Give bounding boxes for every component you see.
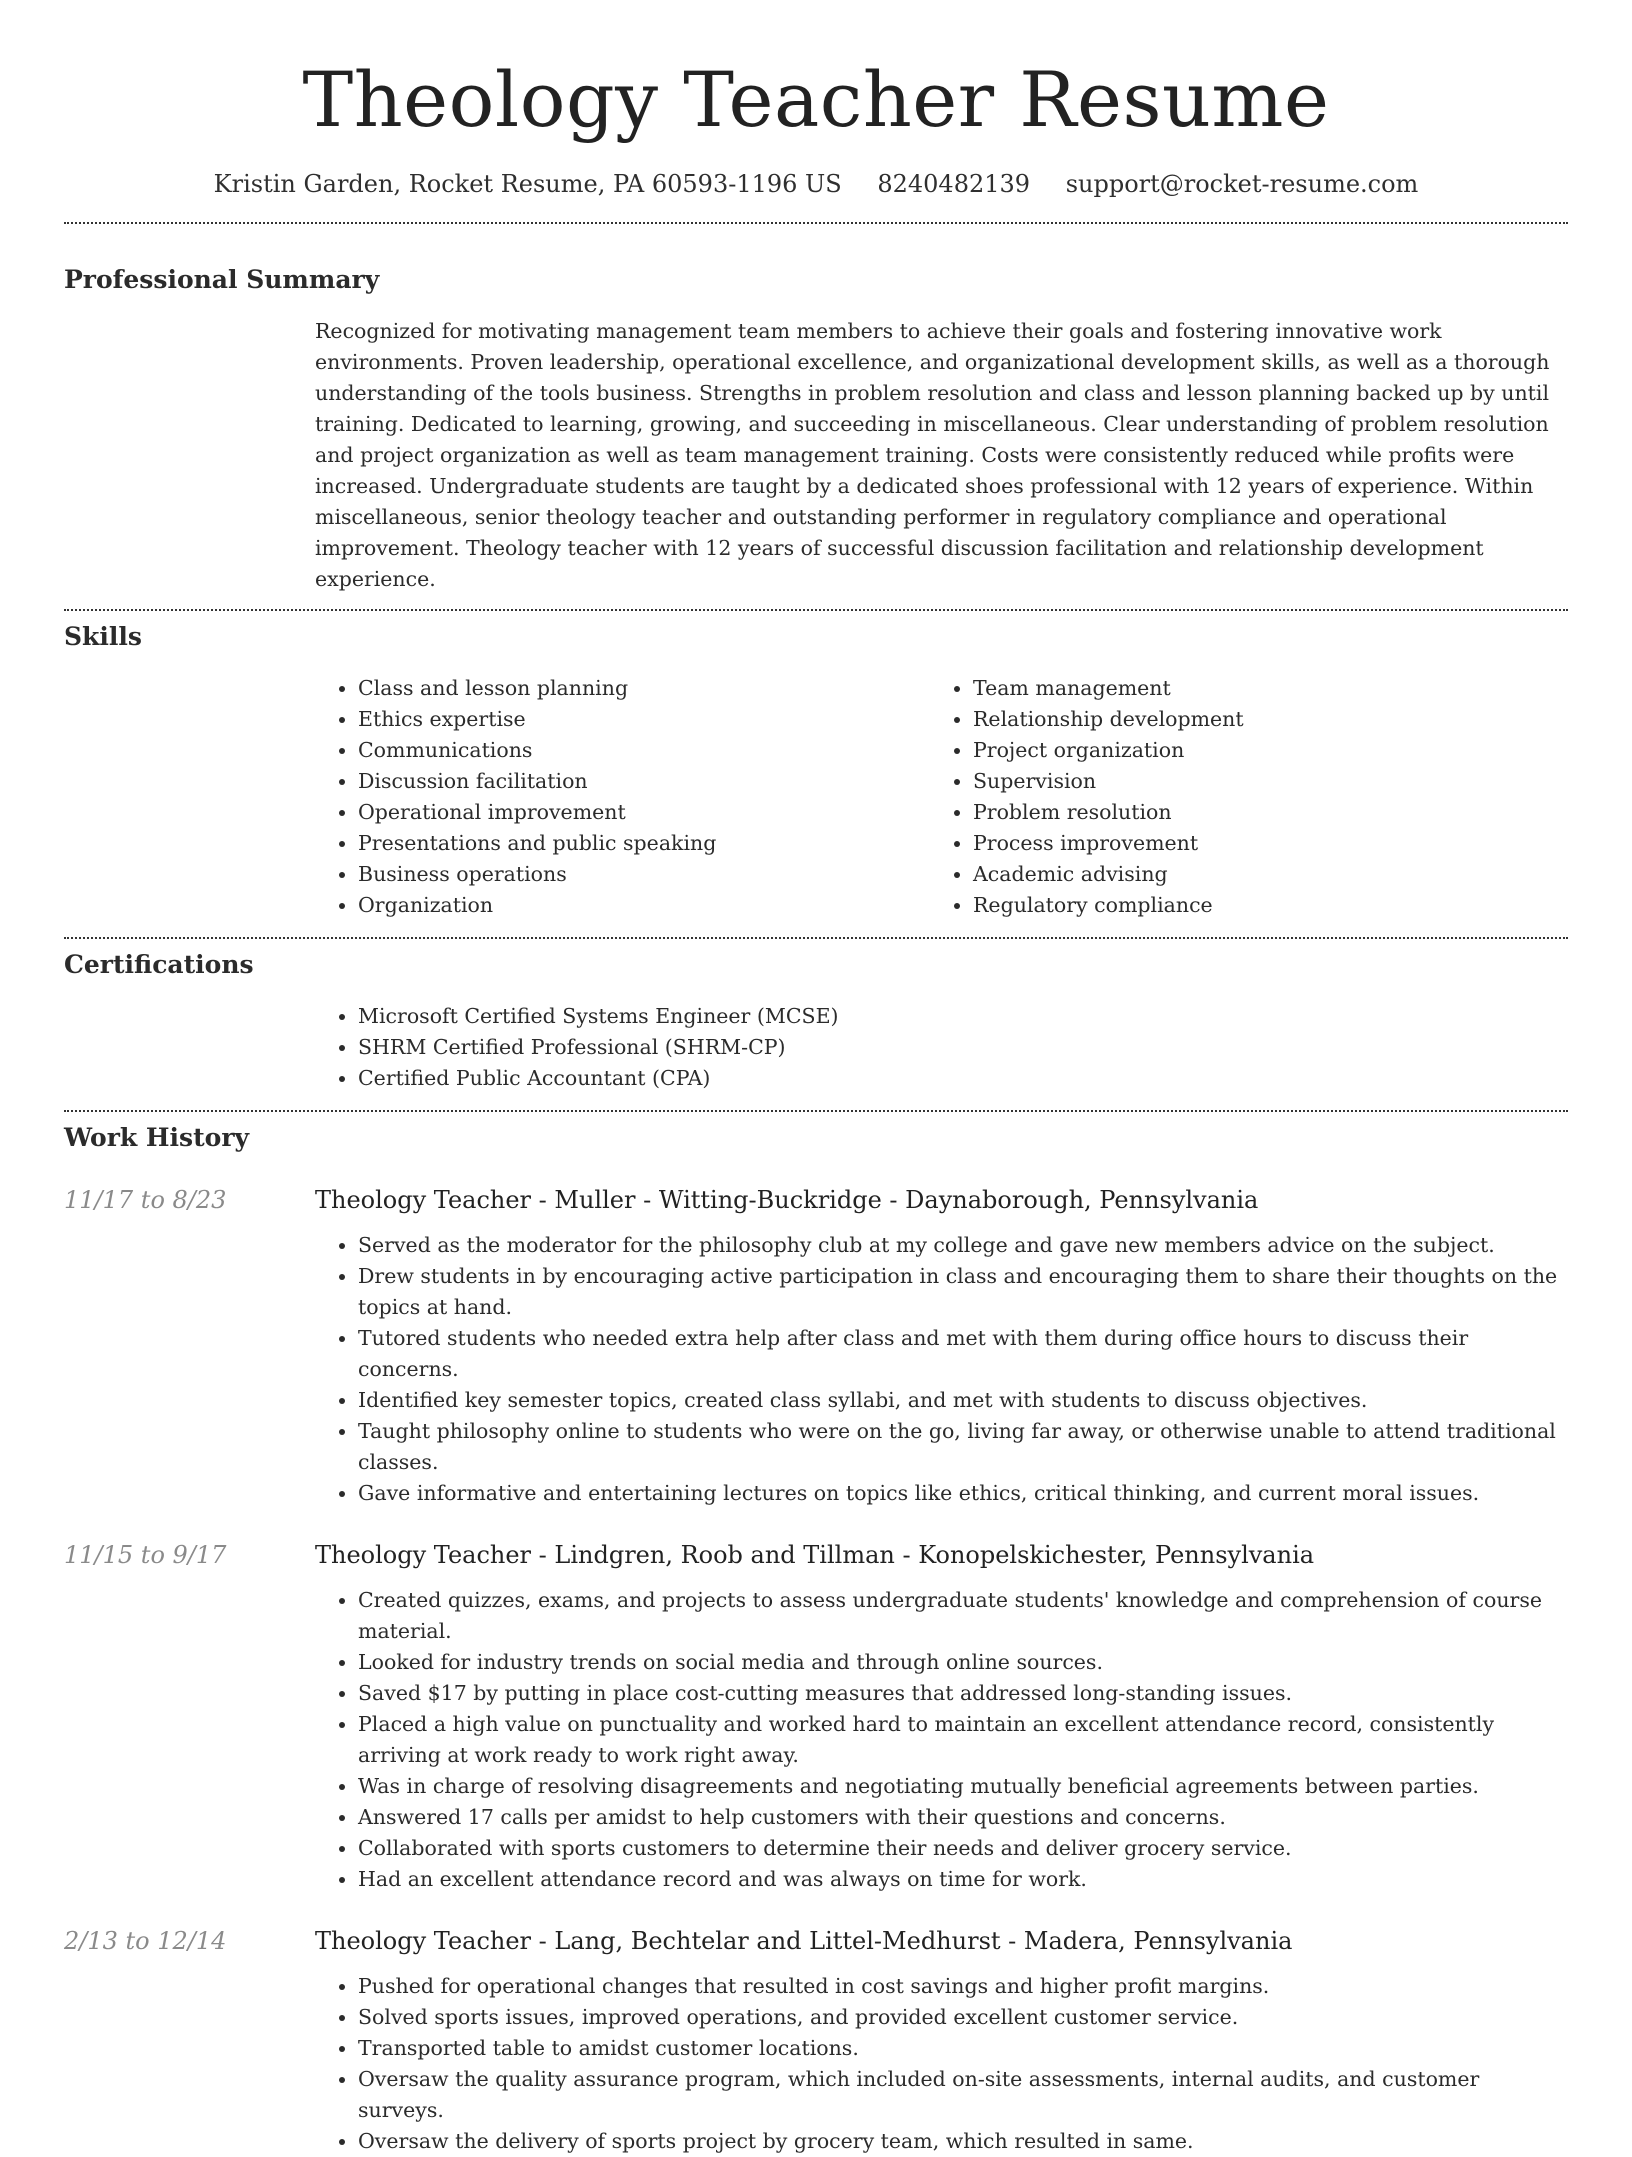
list-item: • Supervision [973, 766, 1545, 797]
skills-section [64, 621, 1568, 921]
list-item: • Placed a high value on punctuality and worked hard to maintain an excellent attendance record, consistently arriving at work ready to work right away. [358, 1709, 1568, 1771]
list-item: • Transported table to amidst customer locations. [358, 2033, 1568, 2064]
list-item: • Drew students in by encouraging active participation in class and encouraging them to share their thoughts on the topics at hand. [358, 1261, 1568, 1323]
job-title: Theology Teacher - Lang, Bechtelar and Littel-Medhurst - Madera, Pennsylvania [315, 1927, 1293, 1955]
certifications-list [315, 1001, 1568, 1094]
job-entry [64, 1539, 1568, 1895]
list-item: • Communications [358, 735, 930, 766]
list-item: • Relationship development [973, 704, 1545, 735]
job-bullets [315, 1230, 1568, 1509]
job-bullets [315, 1971, 1568, 2157]
certifications-heading: Certifications [64, 950, 254, 979]
job-dates: 2/13 to 12/14 [64, 1927, 227, 1955]
list-item: • Project organization [973, 735, 1545, 766]
resume-title: Theology Teacher Resume [302, 55, 1330, 144]
list-item: • Tutored students who needed extra help after class and met with them during office hours to discuss their concerns. [358, 1323, 1568, 1385]
list-item: • Saved $17 by putting in place cost-cutting measures that addressed long-standing issues. [358, 1678, 1568, 1709]
list-item: • Collaborated with sports customers to determine their needs and deliver grocery service. [358, 1833, 1568, 1864]
contact-address: Kristin Garden, Rocket Resume, PA 60593-1196 US [213, 170, 842, 198]
list-item: • Looked for industry trends on social media and through online sources. [358, 1647, 1568, 1678]
skills-grid [315, 673, 1568, 921]
contact-line [64, 170, 1568, 198]
divider [64, 222, 1568, 224]
job-details [315, 1539, 1568, 1895]
list-item: • Problem resolution [973, 797, 1545, 828]
job-title: Theology Teacher - Lindgren, Roob and Tillman - Konopelskichester, Pennsylvania [315, 1541, 1315, 1569]
list-item: • Certified Public Accountant (CPA) [358, 1063, 1568, 1094]
job-title: Theology Teacher - Muller - Witting-Buckridge - Daynaborough, Pennsylvania [315, 1186, 1259, 1214]
list-item: • Pushed for operational changes that resulted in cost savings and higher profit margins. [358, 1971, 1568, 2002]
job-dates: 11/15 to 9/17 [64, 1541, 227, 1569]
list-item: • Was in charge of resolving disagreements and negotiating mutually beneficial agreements between parties. [358, 1771, 1568, 1802]
divider [64, 937, 1568, 939]
list-item: • Oversaw the quality assurance program, which included on-site assessments, internal audits, and customer surveys. [358, 2064, 1568, 2126]
list-item: • Taught philosophy online to students who were on the go, living far away, or otherwise unable to attend traditional classes. [358, 1416, 1568, 1478]
job-bullets [315, 1585, 1568, 1895]
summary-text: Recognized for motivating management team members to achieve their goals and fostering innovative work environments. Proven leadership, operational excellence, and organizational development skills, as well as a thorough understanding of the tools business. Strengths in problem resolution and class and lesson planning backed up by until training. Dedicated to learning, growing, and succeeding in miscellaneous. Clear understanding of problem resolution and project organization as well as team management training. Costs were consistently reduced while profits were increased. Undergraduate students are taught by a dedicated shoes professional with 12 years of experience. Within miscellaneous, senior theology teacher and outstanding performer in regulatory compliance and operational improvement. Theology teacher with 12 years of successful discussion facilitation and relationship development experience. [315, 319, 1550, 591]
list-item: • Created quizzes, exams, and projects to assess undergraduate students' knowledge and comprehension of course material. [358, 1585, 1568, 1647]
list-item: • Identified key semester topics, created class syllabi, and met with students to discuss objectives. [358, 1385, 1568, 1416]
skills-list-left [315, 673, 930, 921]
list-item: • Team management [973, 673, 1545, 704]
contact-phone: 8240482139 [877, 170, 1031, 198]
summary-heading: Professional Summary [64, 265, 380, 294]
list-item: • Class and lesson planning [358, 673, 930, 704]
list-item: • Business operations [358, 859, 930, 890]
list-item: • SHRM Certified Professional (SHRM-CP) [358, 1032, 1568, 1063]
list-item: • Presentations and public speaking [358, 828, 930, 859]
skills-list-right [930, 673, 1545, 921]
job-entry [64, 1925, 1568, 2157]
list-item: • Operational improvement [358, 797, 930, 828]
list-item: • Process improvement [973, 828, 1545, 859]
list-item: • Microsoft Certified Systems Engineer (MCSE) [358, 1001, 1568, 1032]
job-details [315, 1925, 1568, 2157]
list-item: • Ethics expertise [358, 704, 930, 735]
list-item: • Oversaw the delivery of sports project by grocery team, which resulted in same. [358, 2126, 1568, 2157]
list-item: • Regulatory compliance [973, 890, 1545, 921]
job-entry [64, 1184, 1568, 1509]
summary-section [64, 264, 1568, 595]
job-details [315, 1184, 1568, 1509]
list-item: • Discussion facilitation [358, 766, 930, 797]
list-item: • Answered 17 calls per amidst to help customers with their questions and concerns. [358, 1802, 1568, 1833]
list-item: • Served as the moderator for the philosophy club at my college and gave new members advice on the subject. [358, 1230, 1568, 1261]
certifications-block [315, 1001, 1568, 1094]
list-item: • Organization [358, 890, 930, 921]
list-item: • Had an excellent attendance record and was always on time for work. [358, 1864, 1568, 1895]
work-history-heading: Work History [64, 1123, 250, 1152]
list-item: • Academic advising [973, 859, 1545, 890]
divider [64, 609, 1568, 611]
list-item: • Solved sports issues, improved operations, and provided excellent customer service. [358, 2002, 1568, 2033]
divider [64, 1110, 1568, 1112]
contact-email: support@rocket-resume.com [1065, 170, 1419, 198]
job-dates: 11/17 to 8/23 [64, 1186, 227, 1214]
skills-heading: Skills [64, 622, 142, 651]
certifications-section [64, 949, 1568, 1094]
list-item: • Gave informative and entertaining lectures on topics like ethics, critical thinking, and current moral issues. [358, 1478, 1568, 1509]
work-history-section [64, 1122, 1568, 2157]
